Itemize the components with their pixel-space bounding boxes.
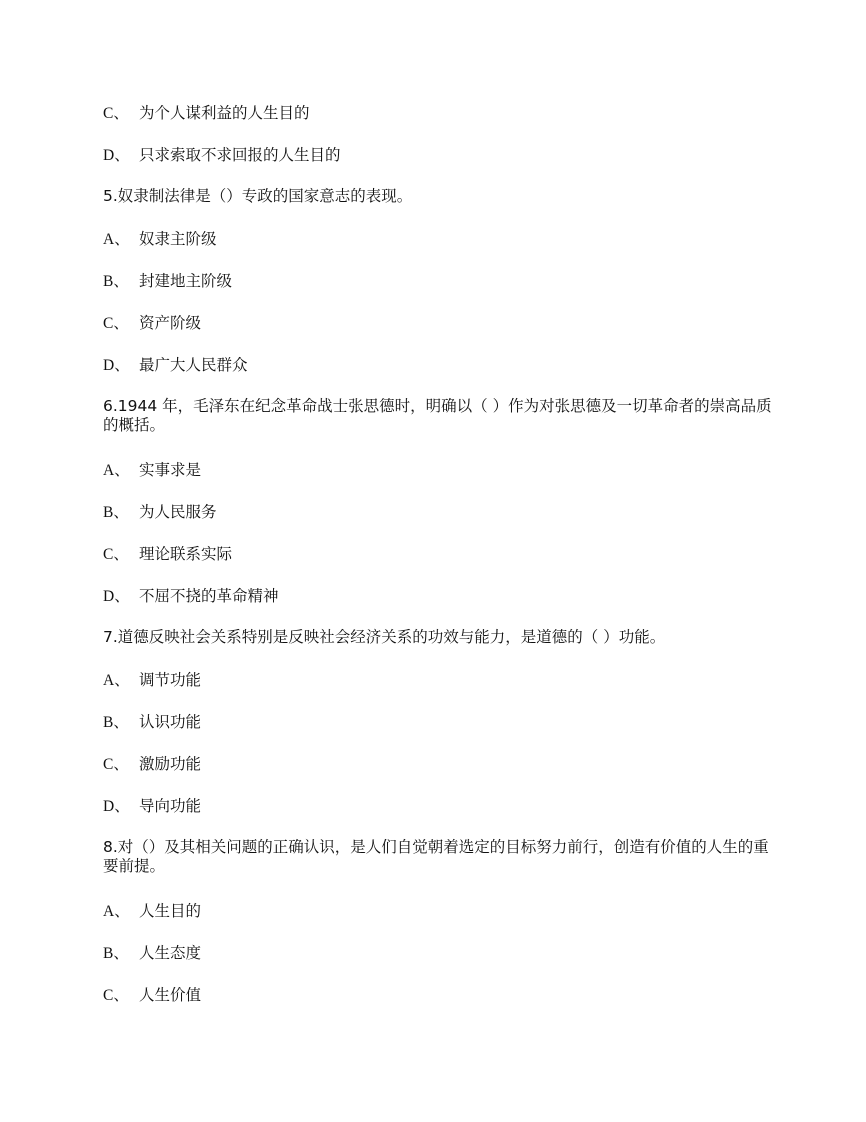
option-text: 激励功能 <box>139 755 202 773</box>
option-letter: B、 <box>103 945 129 962</box>
option-item <box>103 313 783 334</box>
option-letter: C、 <box>103 315 129 332</box>
option-item <box>103 355 783 376</box>
option-item <box>103 271 783 292</box>
option-text: 人生态度 <box>139 944 202 962</box>
option-item <box>103 502 783 523</box>
option-letter: D、 <box>103 357 130 374</box>
option-letter: C、 <box>103 546 129 563</box>
option-letter: A、 <box>103 903 130 920</box>
option-item <box>103 460 783 481</box>
option-letter: A、 <box>103 462 130 479</box>
option-text: 为个人谋利益的人生目的 <box>139 104 310 122</box>
option-item <box>103 544 783 565</box>
question-text: 7.道德反映社会关系特别是反映社会经济关系的功效与能力，是道德的（ ）功能。 <box>103 628 666 646</box>
question-text: 8.对（）及其相关问题的正确认识，是人们自觉朝着选定的目标努力前行，创造有价值的人生的重要前提。 <box>103 838 769 875</box>
option-text: 只求索取不求回报的人生目的 <box>139 146 341 164</box>
option-text: 调节功能 <box>139 671 202 689</box>
option-text: 实事求是 <box>139 461 202 479</box>
option-text: 导向功能 <box>139 797 202 815</box>
option-letter: B、 <box>103 273 129 290</box>
option-text: 理论联系实际 <box>139 545 233 563</box>
question-text: 6.1944 年，毛泽东在纪念革命战士张思德时，明确以（ ）作为对张思德及一切革命者的崇高品质的概括。 <box>103 397 772 434</box>
option-item <box>103 901 783 922</box>
option-text: 奴隶主阶级 <box>139 230 217 248</box>
option-item <box>103 985 783 1006</box>
option-item <box>103 670 783 691</box>
option-text: 人生价值 <box>139 986 202 1004</box>
option-item <box>103 712 783 733</box>
option-letter: C、 <box>103 987 129 1004</box>
option-text: 为人民服务 <box>139 503 217 521</box>
option-letter: D、 <box>103 588 130 605</box>
option-letter: B、 <box>103 714 129 731</box>
option-item <box>103 796 783 817</box>
option-letter: B、 <box>103 504 129 521</box>
option-text: 人生目的 <box>139 902 202 920</box>
option-text: 最广大人民群众 <box>139 356 248 374</box>
option-text: 不屈不挠的革命精神 <box>139 587 279 605</box>
option-text: 资产阶级 <box>139 314 202 332</box>
option-item <box>103 586 783 607</box>
option-item <box>103 103 783 124</box>
option-letter: C、 <box>103 105 129 122</box>
option-letter: D、 <box>103 798 130 815</box>
question-text: 5.奴隶制法律是（）专政的国家意志的表现。 <box>103 187 413 205</box>
option-item <box>103 145 783 166</box>
option-letter: C、 <box>103 756 129 773</box>
option-letter: D、 <box>103 147 130 164</box>
option-item <box>103 229 783 250</box>
option-letter: A、 <box>103 231 130 248</box>
option-text: 封建地主阶级 <box>139 272 233 290</box>
option-text: 认识功能 <box>139 713 202 731</box>
option-letter: A、 <box>103 672 130 689</box>
option-item <box>103 943 783 964</box>
option-item <box>103 754 783 775</box>
